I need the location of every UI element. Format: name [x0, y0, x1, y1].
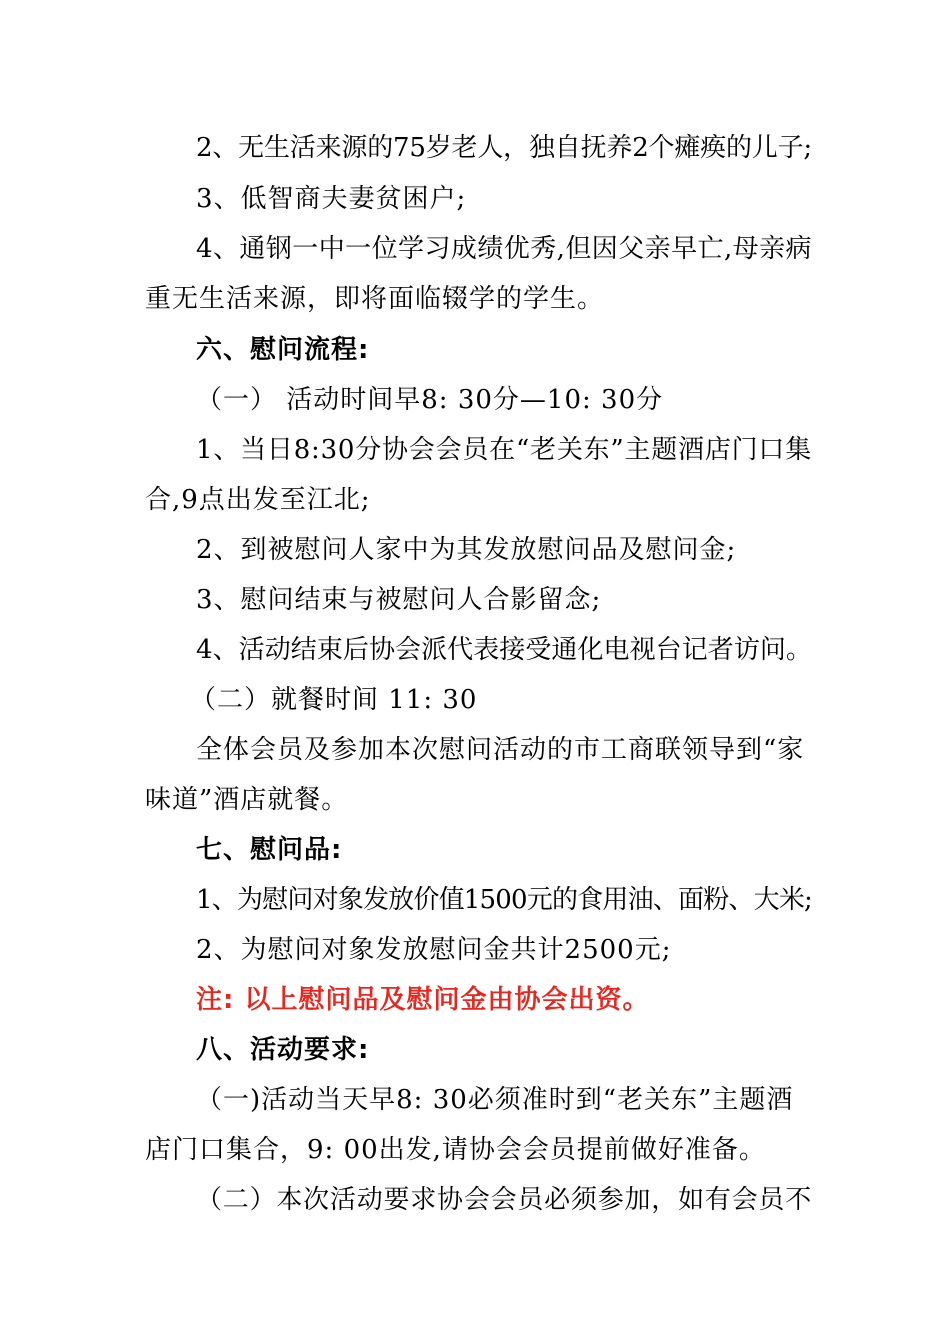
- body-line-step-2: 2、到被慰问人家中为其发放慰问品及慰问金;: [196, 535, 737, 565]
- subsection-meal-time: （二）就餐时间 11: 30: [190, 685, 478, 715]
- body-line-meal: 全体会员及参加本次慰问活动的市工商联领导到“家: [196, 735, 805, 765]
- body-line-item-4-cont: 重无生活来源，即将面临辍学的学生。: [145, 284, 605, 314]
- section-heading-7: 七、慰问品:: [196, 835, 343, 865]
- body-line-requirement-2: （二）本次活动要求协会会员必须参加，如有会员不: [196, 1185, 812, 1215]
- body-line-item-4: 4、通钢一中一位学习成绩优秀,但因父亲早亡,母亲病: [196, 234, 812, 264]
- body-line-step-4: 4、活动结束后协会派代表接受通化电视台记者访问。: [196, 635, 812, 665]
- body-line-requirement-1: （一)活动当天早8: 30必须准时到“老关东”主题酒: [196, 1085, 794, 1115]
- body-line-gift-1: 1、为慰问对象发放价值1500元的食用油、面粉、大米;: [196, 885, 812, 915]
- section-heading-8: 八、活动要求:: [196, 1035, 370, 1065]
- body-line-item-2: 2、无生活来源的75岁老人，独自抚养2个瘫痪的儿子;: [196, 133, 812, 163]
- body-line-step-1-cont: 合,9点出发至江北;: [145, 485, 371, 515]
- body-line-step-3: 3、慰问结束与被慰问人合影留念;: [196, 585, 602, 615]
- body-line-step-1: 1、当日8:30分协会会员在“老关东”主题酒店门口集: [196, 435, 812, 465]
- body-line-gift-2: 2、为慰问对象发放慰问金共计2500元;: [196, 935, 672, 965]
- body-line-meal-cont: 味道”酒店就餐。: [145, 785, 349, 815]
- note-line: 注: 以上慰问品及慰问金由协会出资。: [196, 985, 650, 1015]
- body-line-requirement-1-cont: 店门口集合，9: 00出发,请协会会员提前做好准备。: [145, 1135, 766, 1165]
- subsection-activity-time: （一） 活动时间早8: 30分—10: 30分: [196, 385, 664, 415]
- section-heading-6: 六、慰问流程:: [196, 335, 370, 365]
- body-line-item-3: 3、低智商夫妻贫困户;: [196, 184, 467, 214]
